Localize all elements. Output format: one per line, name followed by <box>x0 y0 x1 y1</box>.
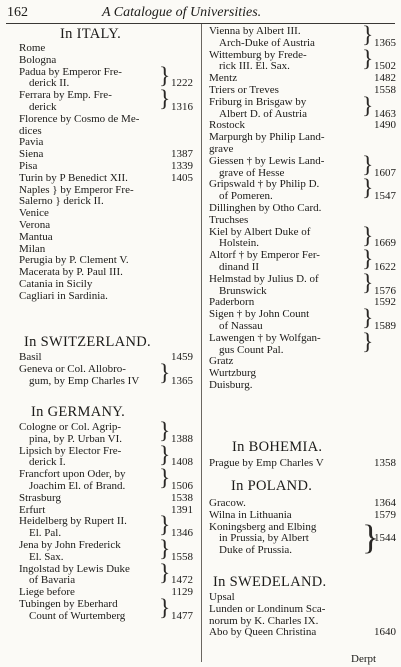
entry-year: 1358 <box>374 457 396 469</box>
entry-text: Turin by P Benedict XII. <box>19 171 128 184</box>
entry-text: Catania in Sicily <box>19 278 93 290</box>
entry-text: Dillinghen by Otho Card. <box>209 202 322 214</box>
entry-brace: } <box>159 595 171 621</box>
entry-text: Wilna in Lithuania <box>209 508 292 521</box>
entry-brace: } <box>362 516 379 557</box>
entry-text: Pisa <box>19 160 38 172</box>
entry-text: Mentz <box>209 72 238 85</box>
entry-year: 1339 <box>171 160 193 172</box>
entry-text: Friburg in Brisgaw by <box>209 95 307 108</box>
entry-year: 1365 <box>374 36 396 49</box>
entry-brace: } <box>362 45 374 72</box>
entry-text: Helmstad by Julius D. of <box>209 272 319 285</box>
entry-text: Erfurt <box>19 503 46 516</box>
entry-text: pina, by P. Urban VI. <box>29 432 122 445</box>
entry-text: norum by K. Charles IX. <box>209 614 319 627</box>
entry-text: Vienna by Albert III. <box>209 25 301 37</box>
entry-text: Milan <box>19 242 46 255</box>
entry-text: El. Sax. <box>29 550 64 563</box>
entry-text: Padua by Emperor Fre- <box>19 65 122 78</box>
entry-text: Cologne or Col. Agrip- <box>19 421 122 433</box>
entry-brace: } <box>159 465 171 492</box>
entry-text: derick I. <box>29 456 66 469</box>
entry-text: Jena by John Frederick <box>19 539 121 551</box>
entry-year: 1607 <box>374 166 396 179</box>
entry-brace: } <box>362 305 374 332</box>
entry-text: Gripswald † by Philip D. <box>209 178 320 191</box>
entry-text: Venice <box>19 207 49 220</box>
entry-text: rick III. El. Sax. <box>219 60 290 73</box>
entry-text: Altorf † by Emperor Fer- <box>209 249 320 262</box>
entry-text: of Nassau <box>219 320 263 332</box>
entry-text: Wittemburg by Frede- <box>209 48 307 61</box>
entry-text: Rome <box>19 42 46 54</box>
entry-year: 1129 <box>171 586 193 599</box>
entry-text: Florence by Cosmo de Me- <box>19 112 140 125</box>
entry-year: 1477 <box>171 609 193 622</box>
running-title: A Catalogue of Universities. <box>102 5 262 20</box>
entry-year: 1365 <box>171 374 193 387</box>
entry-text: Lunden or Londinum Sca- <box>209 602 326 615</box>
entry-text: Albert D. of Austria <box>219 107 307 120</box>
entry-year: 1547 <box>374 190 396 203</box>
entry-text: Prague by Emp Charles V <box>209 457 324 469</box>
entry-text: Siena <box>19 148 44 161</box>
entry-text: Gracow. <box>209 497 246 509</box>
entry-text: Perugia by P. Clement V. <box>19 254 129 267</box>
entry-year: 1558 <box>171 550 193 563</box>
entry-text: Pavia <box>19 136 44 149</box>
entry-text: grave of Hesse <box>219 166 285 179</box>
entry-year: 1472 <box>171 574 193 587</box>
entry-year: 1346 <box>171 527 193 540</box>
section-heading-switzerland: In SWITZERLAND. <box>24 334 151 350</box>
entry-text: Brunswick <box>219 284 267 297</box>
entry-text: Giessen † by Lewis Land- <box>209 154 325 167</box>
entry-text: gus Count Pal. <box>219 343 284 356</box>
entry-year: 1592 <box>374 296 396 309</box>
entry-year: 1579 <box>374 508 396 521</box>
section-heading-poland: In POLAND. <box>231 478 313 494</box>
entry-text: Francfort upon Oder, by <box>19 468 126 481</box>
entry-text: Upsal <box>209 591 235 603</box>
entry-year: 1459 <box>171 351 193 363</box>
entry-text: Tubingen by Eberhard <box>19 598 118 610</box>
entry-text: Basil <box>19 351 42 363</box>
entry-text: Mantua <box>19 230 53 243</box>
entry-year: 1640 <box>374 626 396 639</box>
entry-text: Verona <box>19 219 51 231</box>
entry-year: 1482 <box>374 72 396 85</box>
entry-text: Salerno } derick II. <box>19 195 104 208</box>
entry-text: Marpurgh by Philip Land- <box>209 131 325 144</box>
entry-text: Count of Wurtemberg <box>29 609 126 622</box>
entry-text: Abo by Queen Christina <box>209 626 317 639</box>
entry-text: Bologna <box>19 53 57 66</box>
entry-brace: } <box>362 92 374 119</box>
entry-text: grave <box>209 143 234 155</box>
entry-text: Ferrara by Emp. Fre- <box>19 89 112 102</box>
entry-text: Lawengen † by Wolfgan- <box>209 331 321 344</box>
entry-brace: } <box>159 559 171 586</box>
entry-text: derick <box>29 101 57 113</box>
entry-brace: } <box>159 536 171 562</box>
entry-brace: } <box>159 86 171 113</box>
entry-text: Triers or Treves <box>209 84 279 96</box>
entry-text: Naples } by Emperor Fre- <box>19 183 134 196</box>
entry-year: 1576 <box>374 284 396 297</box>
entry-text: Liege before <box>19 586 75 599</box>
entry-year: 1506 <box>171 480 193 492</box>
column-rule <box>201 24 202 662</box>
entry-brace: } <box>362 328 374 355</box>
entry-year: 1222 <box>171 77 193 90</box>
entry-year: 1405 <box>171 171 193 184</box>
entry-brace: } <box>362 175 374 202</box>
entry-year: 1388 <box>171 432 193 445</box>
entry-text: Wurtzburg <box>209 367 257 380</box>
entry-brace: } <box>362 269 374 296</box>
entry-year: 1502 <box>374 60 396 73</box>
entry-brace: } <box>159 512 171 539</box>
entry-text: Duisburg. <box>209 379 253 391</box>
entry-year: 1589 <box>374 320 396 332</box>
entry-brace: } <box>159 418 171 444</box>
entry-text: of Bavaria <box>29 574 76 587</box>
section-heading-germany: In GERMANY. <box>31 404 126 420</box>
entry-year: 1408 <box>171 456 193 469</box>
entry-year: 1544 <box>374 532 396 545</box>
entry-text: Geneva or Col. Allobro- <box>19 362 126 375</box>
entry-text: Rostock <box>209 119 246 132</box>
entry-brace: } <box>362 222 374 249</box>
entry-year: 1538 <box>171 491 193 504</box>
entry-text: Duke of Prussia. <box>219 544 293 557</box>
entry-year: 1669 <box>374 237 396 250</box>
entry-text: Heidelberg by Rupert II. <box>19 515 127 528</box>
section-heading-swedeland: In SWEDELAND. <box>213 574 327 590</box>
entry-text: Arch-Duke of Austria <box>219 36 315 49</box>
entry-year: 1558 <box>374 84 396 96</box>
entry-text: Truchses <box>209 213 249 226</box>
entry-year: 1490 <box>374 119 396 132</box>
entry-text: in Prussia, by Albert <box>219 532 309 545</box>
entry-text: Paderborn <box>209 296 255 309</box>
entry-text: Kiel by Albert Duke of <box>209 225 311 238</box>
entry-brace: } <box>362 151 374 178</box>
entry-text: gum, by Emp Charles IV <box>29 374 140 387</box>
entry-brace: } <box>362 246 374 273</box>
entry-year: 1391 <box>171 503 193 516</box>
entry-text: derick II. <box>29 77 70 90</box>
entry-brace: } <box>159 441 171 468</box>
entry-brace: } <box>362 22 374 48</box>
entry-brace: } <box>159 62 171 89</box>
entry-text: Ingolstad by Lewis Duke <box>19 562 130 575</box>
entry-text: Sigen † by John Count <box>209 308 310 321</box>
entry-year: 1622 <box>374 261 396 273</box>
page-number: 162 <box>7 5 28 20</box>
entry-year: 1316 <box>171 101 193 113</box>
section-heading-bohemia: In BOHEMIA. <box>232 439 323 455</box>
entry-text: Joachim El. of Brand. <box>29 480 126 492</box>
entry-text: Holstein. <box>219 237 260 250</box>
section-heading-italy: In ITALY. <box>60 26 122 42</box>
entry-text: Strasburg <box>19 491 61 504</box>
entry-year: 1364 <box>374 497 396 509</box>
entry-text: dices <box>19 124 42 137</box>
entry-text: El. Pal. <box>29 527 62 540</box>
entry-text: Koningsberg and Elbing <box>209 520 317 533</box>
entry-text: Macerata by P. Paul III. <box>19 266 123 279</box>
entry-text: Lipsich by Elector Fre- <box>19 444 122 457</box>
entry-brace: } <box>159 359 171 386</box>
entry-year: 1387 <box>171 148 193 161</box>
entry-text: Gratz <box>209 355 234 368</box>
entry-text: Cagliari in Sardinia. <box>19 289 108 302</box>
entry-text: of Pomeren. <box>219 190 273 203</box>
catchword: Derpt <box>351 653 377 665</box>
entry-year: 1463 <box>374 107 396 120</box>
entry-text: dinand II <box>219 261 260 273</box>
